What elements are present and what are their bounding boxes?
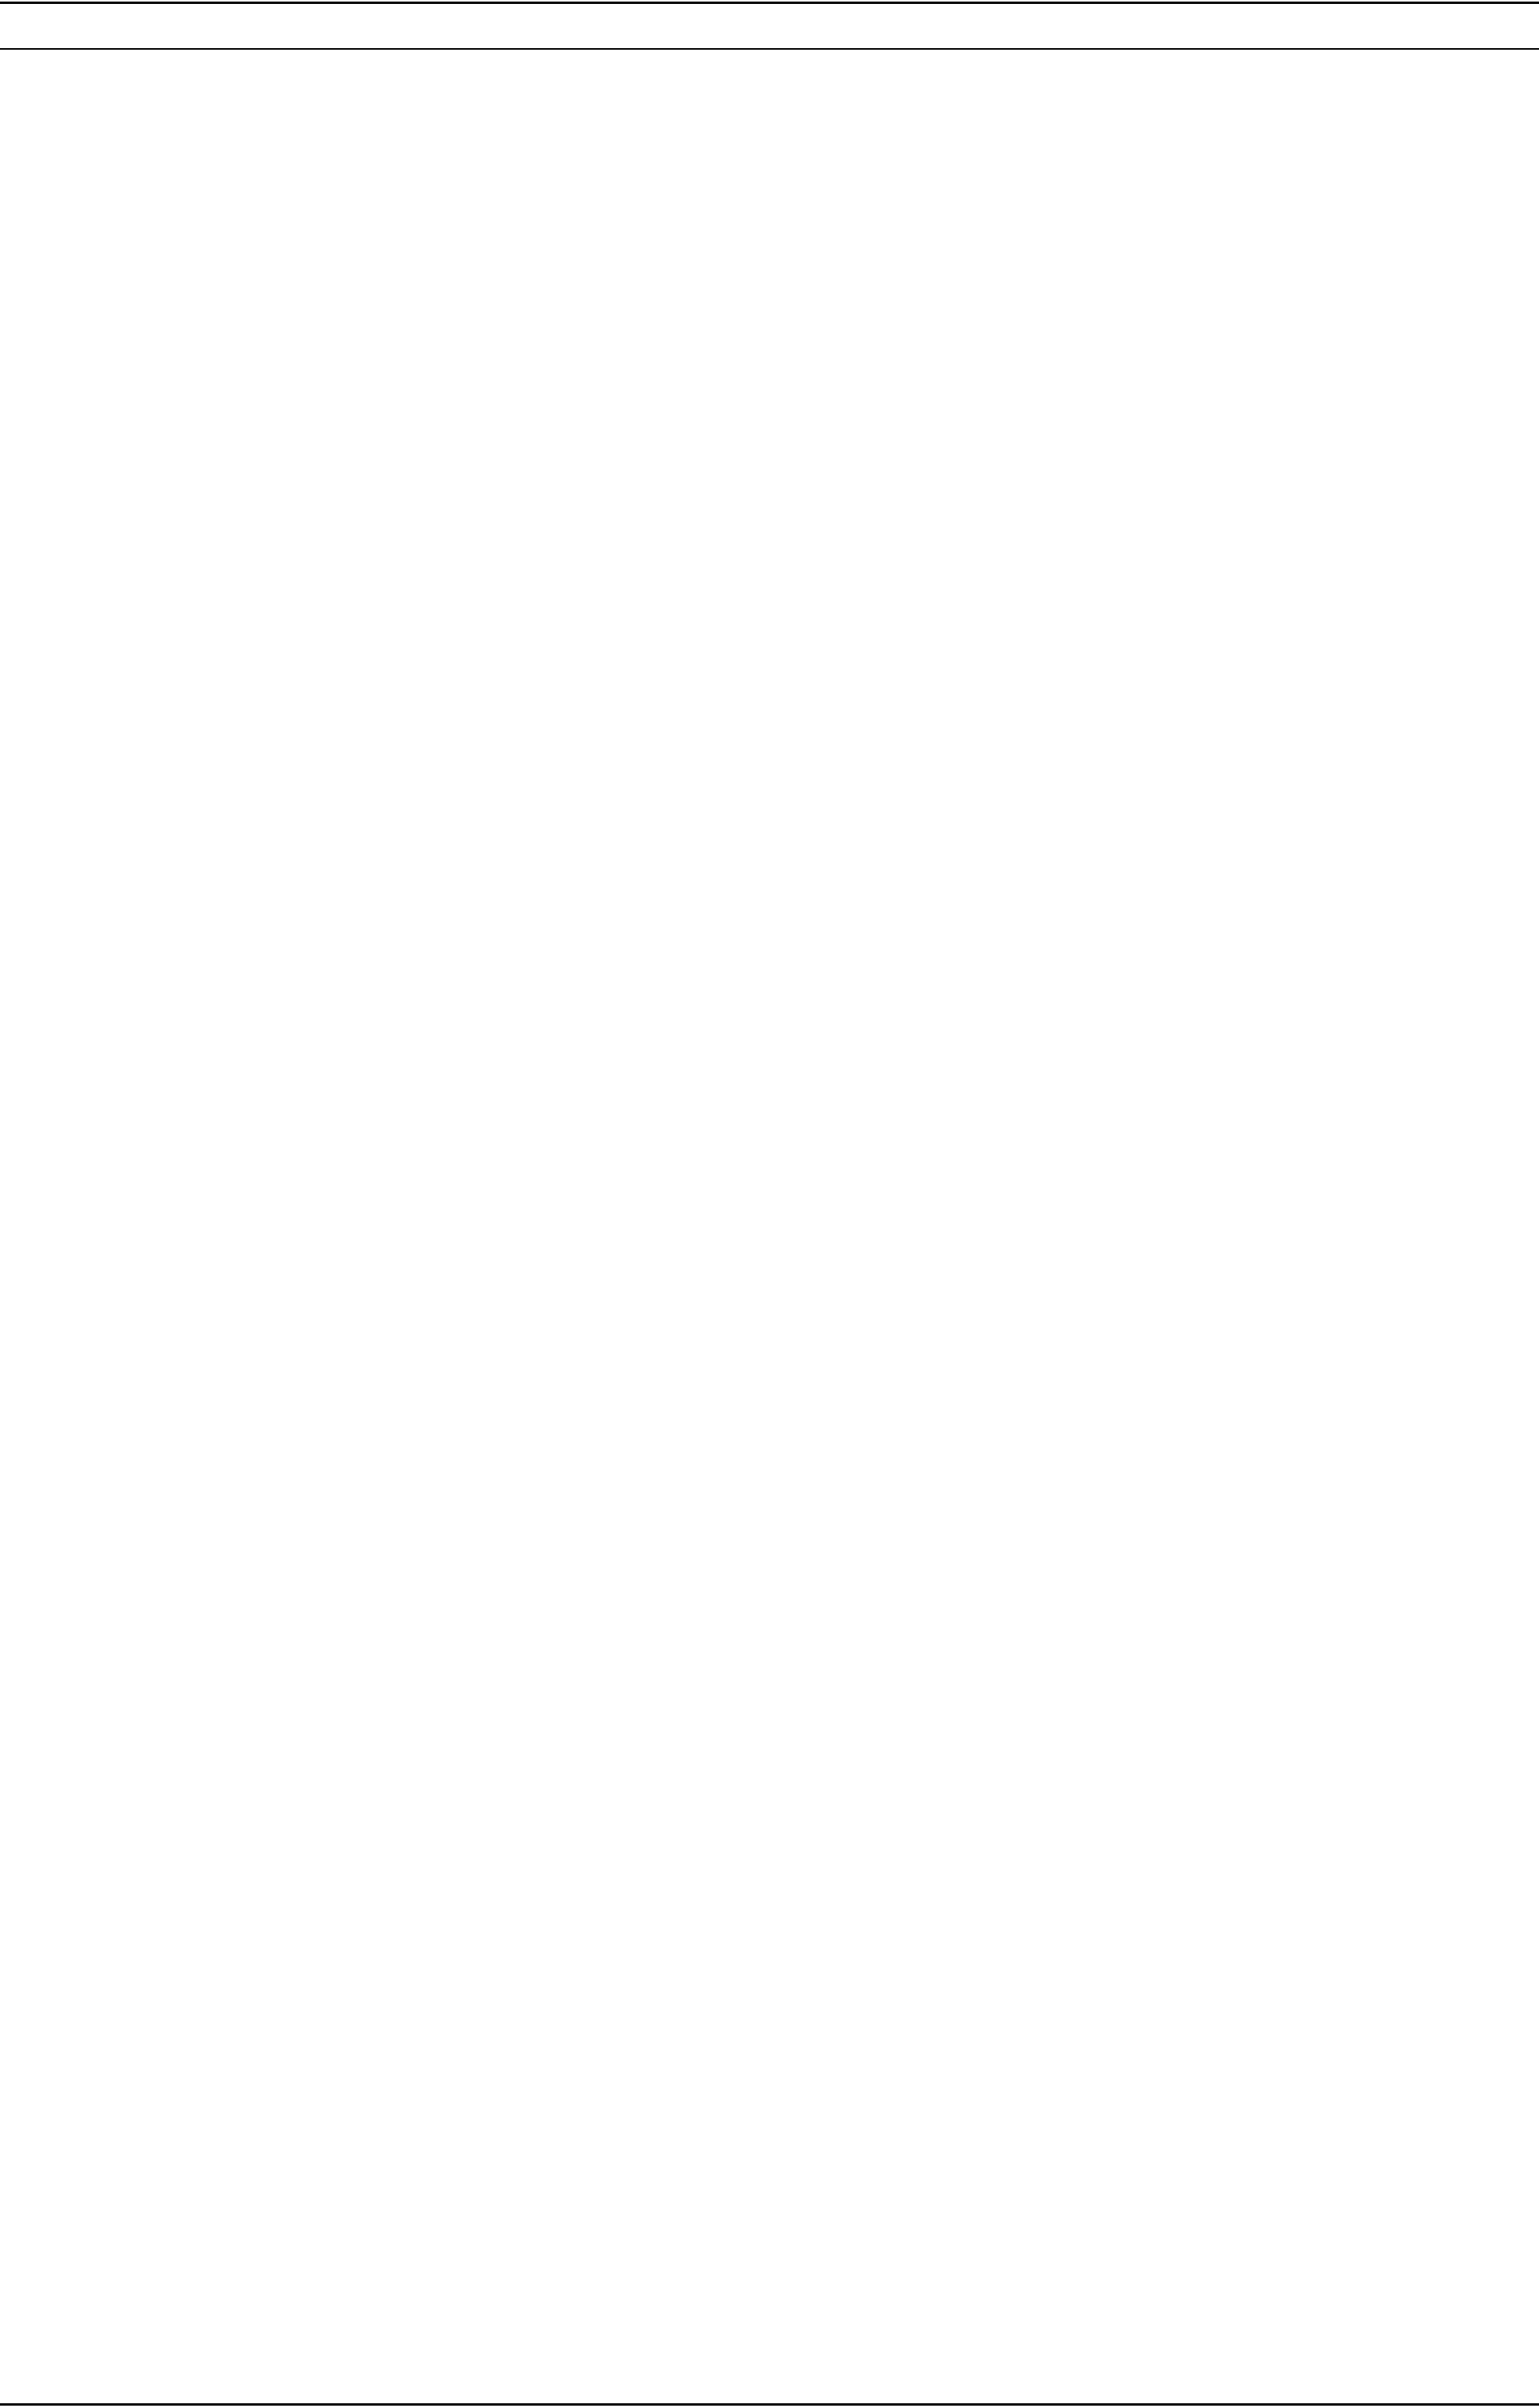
bottom-rule xyxy=(0,2403,1539,2406)
caption-rule xyxy=(0,48,1539,50)
top-rule xyxy=(0,2,1539,4)
